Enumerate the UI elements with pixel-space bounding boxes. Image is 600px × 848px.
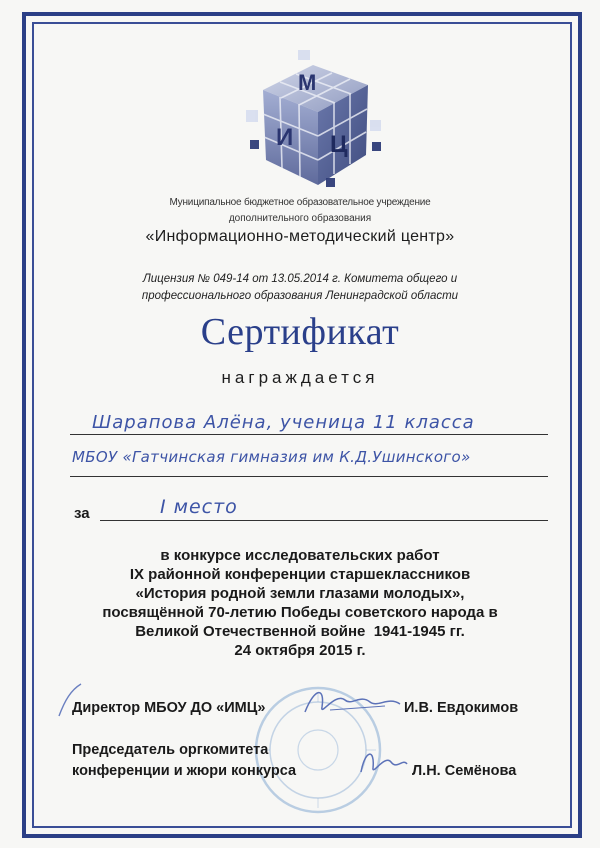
org-line-2: дополнительного образования	[228, 213, 372, 224]
recipient-line-1: Шарапова Алёна, ученица 11 класса	[92, 412, 475, 433]
description-line-2: IX районной конференции старшеклассников	[129, 566, 471, 583]
description-line-5: Великой Отечественной войне 1941-1945 гг.	[135, 623, 465, 640]
description-line-1: в конкурсе исследовательских работ	[160, 547, 440, 564]
description-line-6: 24 октября 2015 г.	[234, 642, 366, 659]
chair-label-line-1: Председатель оргкомитета	[72, 742, 269, 758]
description-line-3: «История родной земли глазами молодых»,	[135, 585, 465, 602]
director-name: И.В. Евдокимов	[404, 700, 519, 716]
chair-label-line-2: конференции и жюри конкурса	[72, 763, 297, 779]
director-label: Директор МБОУ ДО «ИМЦ»	[72, 700, 266, 716]
org-name: «Информационно-методический центр»	[145, 228, 455, 245]
logo-letter-i: И	[276, 124, 294, 151]
certificate-title: Сертификат	[200, 311, 400, 353]
logo-letter-ts: Ц	[330, 131, 348, 158]
recipient-line-2: МБОУ «Гатчинская гимназия им К.Д.Ушинского»	[72, 448, 471, 466]
license-line-1: Лицензия № 049-14 от 13.05.2014 г. Комитета общего и	[142, 273, 458, 285]
chair-signature	[355, 742, 410, 782]
recipient-underline-2	[70, 476, 548, 477]
place-underline	[100, 520, 548, 521]
chair-name: Л.Н. Семёнова	[412, 763, 517, 779]
recipient-underline-1	[70, 434, 548, 435]
logo-letter-m: M	[298, 70, 317, 95]
org-line-1: Муниципальное бюджетное образовательное учреждение	[169, 197, 431, 208]
place-value: I место	[160, 496, 238, 518]
director-signature	[300, 682, 410, 722]
awarded-label: награждается	[221, 368, 379, 387]
for-label: за	[74, 505, 90, 522]
imc-cube-logo	[238, 50, 388, 195]
description-line-4: посвящённой 70-летию Победы советского народа в	[102, 604, 498, 621]
award-description	[60, 546, 540, 660]
license-line-2: профессионального образования Ленинградской области	[141, 290, 459, 302]
